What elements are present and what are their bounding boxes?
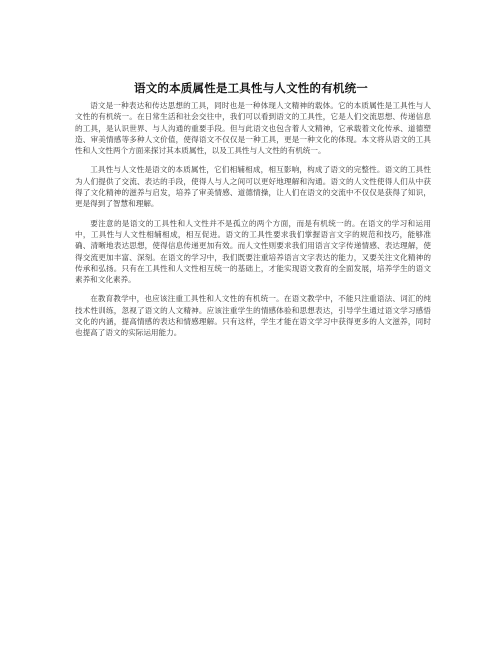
paragraph-1: 语文是一种表达和传达思想的工具，同时也是一种体现人文精神的载体。它的本质属性是工具性与人文性的有机统一。在日常生活和社会交往中，我们可以看到语文的工具性，它是人们交流思想、传递信息的工具，是认识世界、与人沟通的重要手段。但与此语文也包含着人文精神，它承载着文化传承、道德塑造、审美情感等多种人文价值，使得语文不仅仅是一种工具，更是一种文化的体现。本文将从语文的工具性和人文性两个方面来探讨其本质属性，以及工具性与人文性的有机统一。 bbox=[75, 101, 431, 156]
paragraph-3: 要注意的是语文的工具性和人文性并不是孤立的两个方面，而是有机统一的。在语文的学习和运用中，工具性与人文性相辅相成，相互促进。语文的工具性要求我们掌握语言文字的规范和技巧，能够准确、清晰地表达思想，使得信息传递更加有效。而人文性则要求我们用语言文字传递情感、表达理解，使得交流更加丰富、深刻。在语文的学习中，我们既要注重培养语言文字表达的能力，又要关注文化精神的传承和弘扬。只有在工具性和人文性相互统一的基础上，才能实现语文教育的全面发展，培养学生的语文素养和文化素养。 bbox=[75, 218, 431, 285]
document-title: 语文的本质属性是工具性与人文性的有机统一 bbox=[134, 81, 368, 95]
document-body bbox=[75, 100, 431, 347]
paragraph-4: 在教育教学中，也应该注重工具性和人文性的有机统一。在语文教学中，不能只注重语法、词汇的纯技术性训练，忽视了语文的人文精神。应该注重学生的情感体验和思想表达，引导学生通过语文学习感悟文化的内涵，提高情感的表达和情感理解。只有这样，学生才能在语文学习中获得更多的人文滋养，同时也提高了语文的实际运用能力。 bbox=[75, 294, 431, 338]
paragraph-2: 工具性与人文性是语文的本质属性，它们相辅相成，相互影响，构成了语文的完整性。语文的工具性为人们提供了交流、表达的手段，使得人与人之间可以更好地理解和沟通。语文的人文性使得人们从中获得了文化精神的滋养与启发，培养了审美情感、道德情操，让人们在语文的交流中不仅仅是获得了知识，更是得到了智慧和理解。 bbox=[75, 165, 431, 209]
